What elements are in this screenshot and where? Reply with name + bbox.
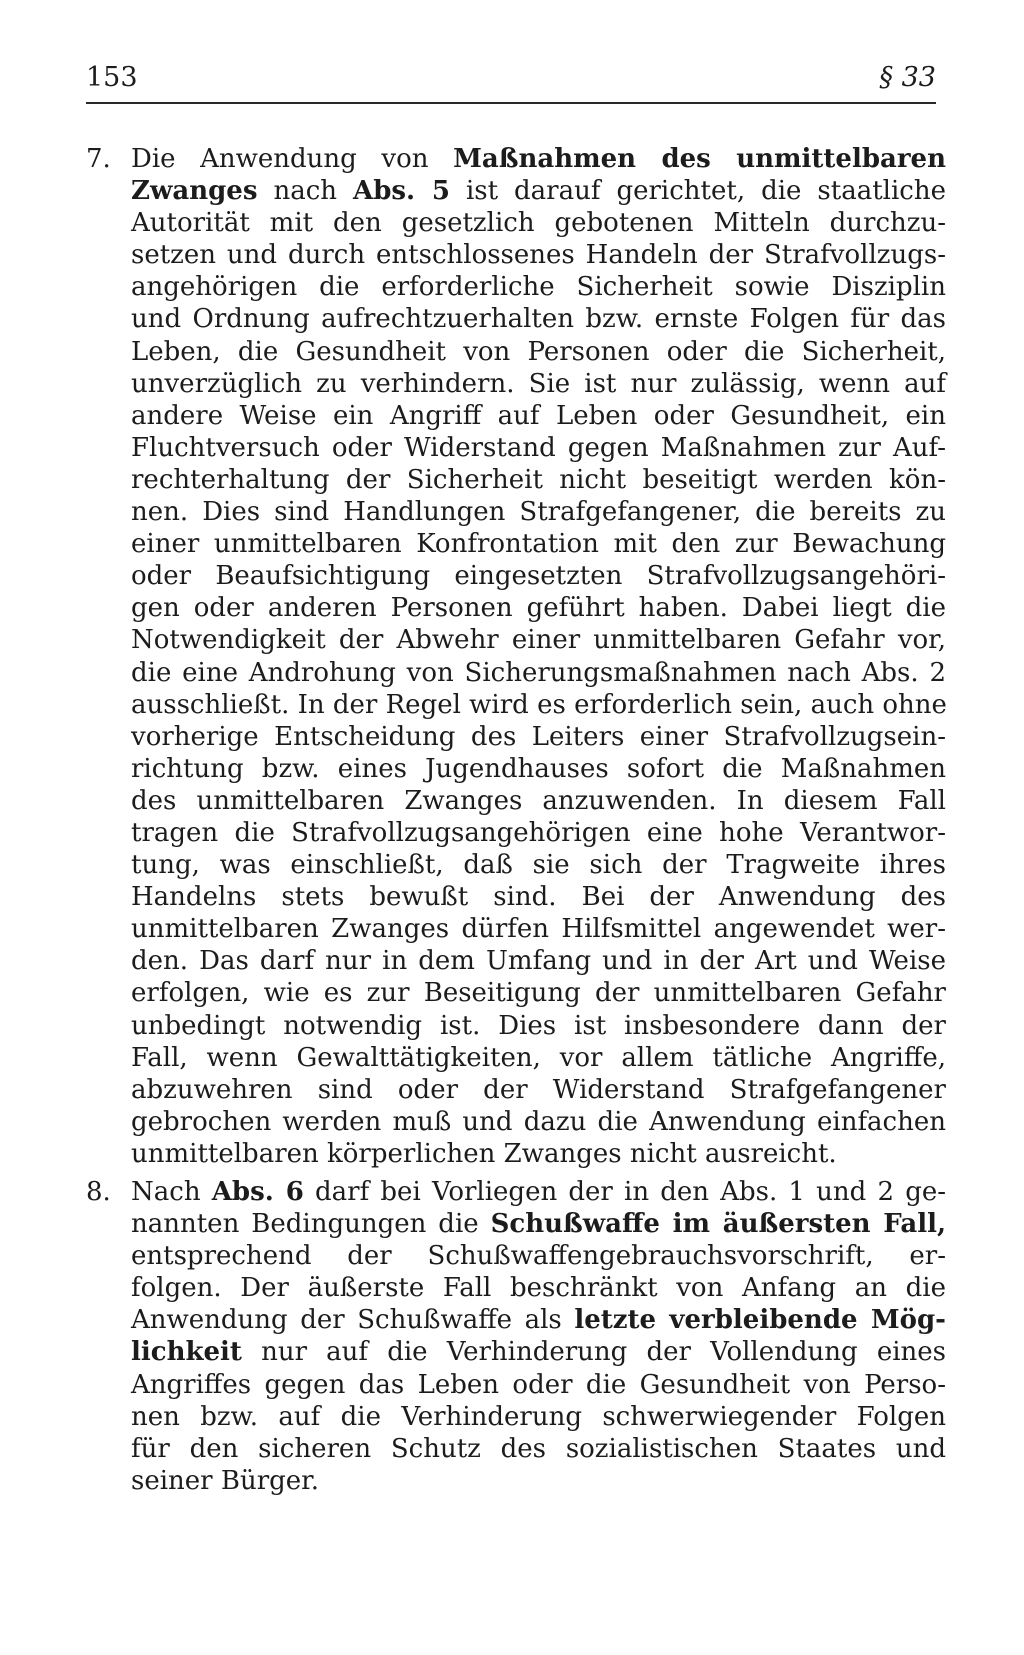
commentary-item-8 (86, 1176, 946, 1497)
text-line (131, 1272, 946, 1304)
text-segment: gen oder anderen Personen geführt haben. Dabei liegt die (131, 593, 946, 624)
text-segment: Handelns stets bewußt sind. Bei der Anwendung des (131, 882, 946, 913)
text-line (131, 1369, 946, 1401)
bold-term: Abs. 6 (211, 1177, 304, 1207)
bold-term: Maßnahmen des unmittelbaren (453, 144, 946, 174)
text-segment: Fall, wenn Gewalttätigkeiten, vor allem tätliche Angriffe, (131, 1042, 946, 1073)
item-text (131, 143, 946, 1170)
text-segment: darf bei Vorliegen der in den Abs. 1 und 2 ge- (303, 1177, 947, 1207)
text-segment: die eine Androhung von Sicherungsmaßnahmen nach Abs. 2 (131, 657, 946, 688)
bold-term: Schußwaffe im äußersten Fall, (490, 1209, 946, 1240)
text-line (131, 1106, 946, 1138)
text-line (131, 1240, 946, 1272)
text-segment: und Ordnung aufrechtzuerhalten bzw. ernste Folgen für das (131, 304, 946, 335)
bold-term: Zwanges (131, 176, 258, 207)
text-line (131, 1208, 946, 1240)
text-line (131, 1336, 946, 1368)
text-segment: setzen und durch entschlossenes Handeln der Strafvollzugs- (131, 240, 946, 271)
text-line (131, 1042, 946, 1074)
text-line (131, 1138, 946, 1170)
text-segment: Die Anwendung von (131, 144, 454, 174)
text-segment: Leben, die Gesundheit von Personen oder die Sicherheit, (131, 336, 946, 367)
text-line (131, 592, 946, 624)
text-line (131, 464, 946, 496)
header-rule (86, 102, 936, 104)
text-segment: Angriffes gegen das Leben oder die Gesundheit von Perso- (131, 1369, 946, 1400)
text-line (131, 753, 946, 785)
text-line (131, 528, 946, 560)
text-line (131, 303, 946, 335)
text-segment: einer unmittelbaren Konfrontation mit den zur Bewachung (131, 529, 946, 560)
text-line (131, 239, 946, 271)
item-text (131, 1176, 946, 1497)
text-segment: nen. Dies sind Handlungen Strafgefangener, die bereits zu (131, 497, 946, 528)
text-segment: unbedingt notwendig ist. Dies ist insbesondere dann der (131, 1010, 946, 1041)
page-header (86, 62, 936, 102)
text-line (131, 624, 946, 656)
text-line (131, 945, 946, 977)
text-segment: nur auf die Verhinderung der Vollendung eines (241, 1337, 946, 1368)
text-line (131, 432, 946, 464)
text-line (131, 271, 946, 303)
commentary-item-7 (86, 143, 946, 1170)
text-line (131, 336, 946, 368)
text-line (131, 560, 946, 592)
text-line (131, 785, 946, 817)
text-segment: Nach (131, 1177, 212, 1207)
text-line (131, 1433, 946, 1465)
text-segment: nannten Bedingungen die (131, 1209, 491, 1240)
text-line (131, 721, 946, 753)
text-line (131, 496, 946, 528)
text-segment: für den sicheren Schutz des sozialistischen Staates und (131, 1433, 946, 1464)
text-line (131, 1010, 946, 1042)
text-line (131, 977, 946, 1009)
text-line (131, 1401, 946, 1433)
text-segment: unmittelbaren körperlichen Zwanges nicht ausreicht. (131, 1138, 837, 1169)
section-reference: § 33 (879, 62, 936, 93)
text-segment: rechterhaltung der Sicherheit nicht beseitigt werden kön- (131, 464, 946, 495)
text-segment: Anwendung der Schußwaffe als (131, 1305, 575, 1336)
text-segment: Autorität mit den gesetzlich gebotenen Mitteln durchzu- (131, 208, 946, 239)
text-line (131, 1074, 946, 1106)
text-segment: unverzüglich zu verhindern. Sie ist nur zulässig, wenn auf (131, 368, 946, 399)
text-segment: gebrochen werden muß und dazu die Anwendung einfachen (131, 1106, 946, 1137)
text-segment: seiner Bürger. (131, 1465, 320, 1496)
text-line (131, 1304, 946, 1336)
text-line (131, 849, 946, 881)
text-segment: abzuwehren sind oder der Widerstand Strafgefangener (131, 1074, 946, 1105)
text-segment: tung, was einschließt, daß sie sich der Tragweite ihres (131, 850, 946, 881)
text-segment: ausschließt. In der Regel wird es erforderlich sein, auch ohne (131, 689, 947, 720)
text-line (131, 657, 946, 689)
text-line (131, 1465, 946, 1497)
text-segment: andere Weise ein Angriff auf Leben oder Gesundheit, ein (131, 400, 946, 431)
text-line (131, 368, 946, 400)
text-line (131, 1176, 946, 1208)
bold-term: Abs. 5 (353, 176, 450, 207)
text-line (131, 913, 946, 945)
text-segment: unmittelbaren Zwanges dürfen Hilfsmittel angewendet wer- (131, 914, 946, 945)
text-line (131, 175, 946, 207)
text-line (131, 881, 946, 913)
text-line (131, 207, 946, 239)
text-segment: nach (257, 176, 354, 207)
commentary-body (86, 143, 946, 1497)
text-segment: ist darauf gerichtet, die staatliche (449, 176, 946, 207)
item-number: 7. (86, 144, 111, 174)
text-segment: Notwendigkeit der Abwehr einer unmittelbaren Gefahr vor, (131, 625, 946, 656)
text-line (131, 689, 946, 721)
bold-term: letzte verbleibende Mög- (574, 1305, 946, 1336)
text-line (131, 400, 946, 432)
text-segment: richtung bzw. eines Jugendhauses sofort die Maßnahmen (131, 753, 946, 784)
text-segment: entsprechend der Schußwaffengebrauchsvorschrift, er- (131, 1241, 946, 1272)
text-line (131, 143, 946, 175)
text-segment: Fluchtversuch oder Widerstand gegen Maßnahmen zur Auf- (131, 432, 946, 463)
text-segment: folgen. Der äußerste Fall beschränkt von Anfang an die (131, 1273, 946, 1304)
item-number: 8. (86, 1177, 111, 1207)
text-segment: erfolgen, wie es zur Beseitigung der unmittelbaren Gefahr (131, 978, 946, 1009)
text-segment: des unmittelbaren Zwanges anzuwenden. In diesem Fall (131, 785, 946, 816)
text-segment: nen bzw. auf die Verhinderung schwerwiegender Folgen (131, 1401, 946, 1432)
bold-term: lichkeit (131, 1337, 242, 1368)
page-number: 153 (86, 62, 138, 93)
text-segment: angehörigen die erforderliche Sicherheit sowie Disziplin (131, 272, 946, 303)
text-segment: vorherige Entscheidung des Leiters einer Strafvollzugsein- (131, 721, 946, 752)
text-segment: den. Das darf nur in dem Umfang und in der Art und Weise (131, 946, 946, 977)
text-line (131, 817, 946, 849)
text-segment: oder Beaufsichtigung eingesetzten Strafvollzugsangehöri- (131, 561, 946, 592)
text-segment: tragen die Strafvollzugsangehörigen eine hohe Verantwor- (131, 817, 946, 848)
